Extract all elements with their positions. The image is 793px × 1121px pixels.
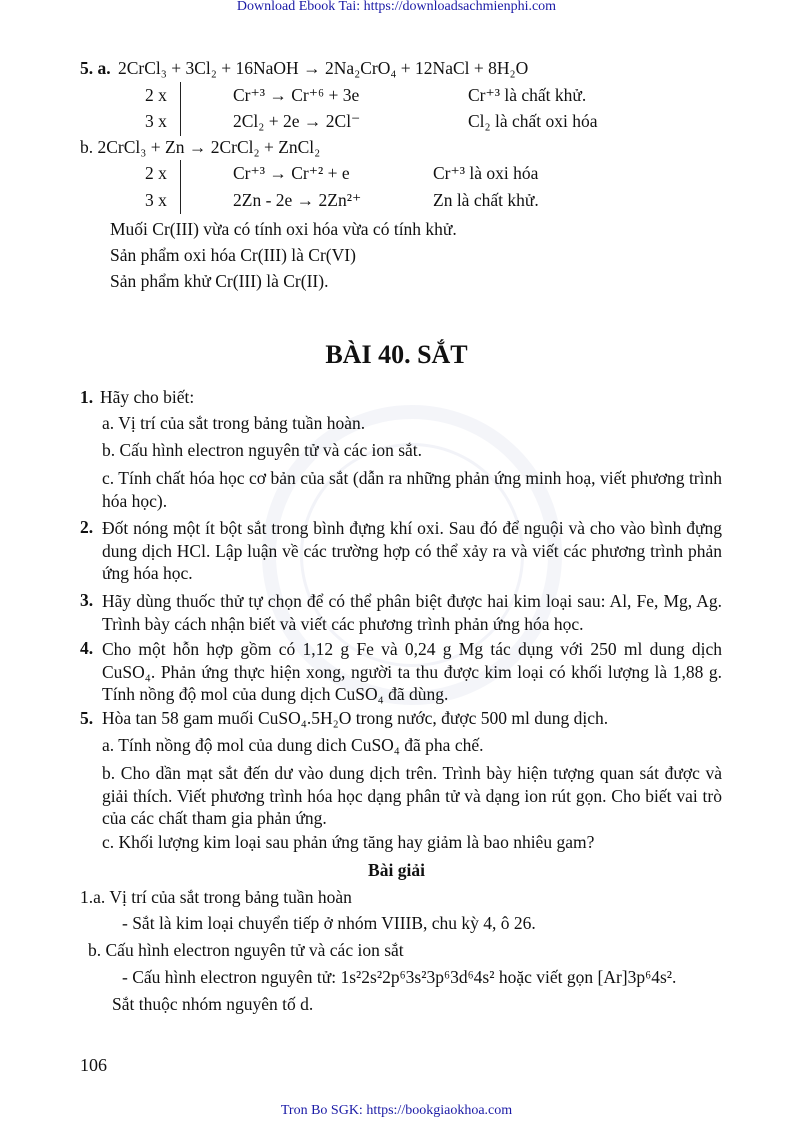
q3-text: Hãy dùng thuốc thử tự chọn để có thể phân biệt được hai kim loại sau: Al, Fe, Mg, Ag. Trình bày cách nhận biết và viết các phương trình phản ứng hóa học.: [102, 591, 722, 634]
q5-a: a. Tính nồng độ mol của dung dich CuSO₄ đã pha chế.: [102, 735, 484, 755]
q2-number: 2.: [80, 517, 94, 537]
solution-1b-detail: - Cấu hình electron nguyên tử: 1s²2s²2p⁶3s²3p⁶3d⁶4s² hoặc viết gọn [Ar]3p⁶4s².: [122, 967, 677, 987]
prev-q5a-role-1: Cr⁺³ là chất khử.: [468, 85, 587, 105]
solution-1b-note: Sắt thuộc nhóm nguyên tố d.: [112, 994, 314, 1014]
prev-q5a-half-1: Cr⁺³ → Cr⁺⁶ + 3e: [233, 85, 360, 105]
q1-c: c. Tính chất hóa học cơ bản của sắt (dẫn ra những phản ứng minh hoạ, viết phương trình hóa học).: [102, 468, 722, 511]
q4-text: Cho một hỗn hợp gồm có 1,12 g Fe và 0,24 g Mg tác dụng với 250 ml dung dịch CuSO₄. Phản ứng thực hiện xong, người ta thu được kim loại có khối lượng là 1,88 g. Tính nồng độ mol của dung dịch CuSO₄ đã dùng.: [102, 639, 722, 704]
prev-q5a-label: 5. a.: [80, 58, 111, 78]
q1-number: 1.: [80, 387, 94, 407]
bracket-bar-a: [180, 82, 181, 136]
prev-q5b-equation: b. 2CrCl₃ + Zn → 2CrCl₂ + ZnCl₂: [80, 137, 321, 157]
q1-a: a. Vị trí của sắt trong bảng tuần hoàn.: [102, 413, 366, 433]
prev-q5b-half-2: 2Zn - 2e → 2Zn²⁺: [233, 190, 362, 210]
prev-q5b-half-1: Cr⁺³ → Cr⁺² + e: [233, 163, 350, 183]
q1-b: b. Cấu hình electron nguyên tử và các ion sắt.: [102, 440, 423, 460]
footer-sgk-link[interactable]: Tron Bo SGK: https://bookgiaokhoa.com: [280, 1103, 513, 1118]
q3-number: 3.: [80, 590, 94, 610]
header-download-link[interactable]: Download Ebook Tai: https://downloadsachmienphi.com: [236, 0, 557, 14]
prev-q5a-equation: 2CrCl₃ + 3Cl₂ + 16NaOH → 2Na₂CrO₄ + 12NaCl + 8H₂O: [118, 58, 529, 78]
q5-b: b. Cho dần mạt sắt đến dư vào dung dịch trên. Trình bày hiện tượng quan sát được và giải thích. Viết phương trình hóa học dạng phân tử và dạng ion rút gọn. Cho biết vai trò của các chất tham gia phản ứng.: [102, 763, 722, 828]
solution-1a: 1.a. Vị trí của sắt trong bảng tuần hoàn: [80, 887, 352, 907]
prev-note-3: Sản phẩm khử Cr(III) là Cr(II).: [110, 271, 329, 291]
prev-q5b-role-1: Cr⁺³ là oxi hóa: [433, 163, 539, 183]
q1-text: Hãy cho biết:: [100, 387, 195, 407]
prev-q5b-role-2: Zn là chất khử.: [433, 190, 539, 210]
bracket-bar-b: [180, 160, 181, 214]
prev-note-1: Muối Cr(III) vừa có tính oxi hóa vừa có tính khử.: [110, 219, 457, 239]
lesson-title: BÀI 40. SẮT: [325, 340, 468, 369]
solution-1a-detail: - Sắt là kim loại chuyển tiếp ở nhóm VIIIB, chu kỳ 4, ô 26.: [122, 913, 536, 933]
prev-q5a-role-2: Cl₂ là chất oxi hóa: [468, 111, 598, 131]
solution-1b: b. Cấu hình electron nguyên tử và các ion sắt: [88, 940, 404, 960]
prev-q5a-mult-2: 3 x: [145, 111, 167, 131]
solution-heading: Bài giải: [368, 860, 425, 880]
prev-note-2: Sản phẩm oxi hóa Cr(III) là Cr(VI): [110, 245, 356, 265]
prev-q5a-mult-1: 2 x: [145, 85, 167, 105]
prev-q5b-mult-1: 2 x: [145, 163, 167, 183]
q4-number: 4.: [80, 638, 94, 658]
q5-text: Hòa tan 58 gam muối CuSO₄.5H₂O trong nước, được 500 ml dung dịch.: [102, 708, 609, 728]
prev-q5b-mult-2: 3 x: [145, 190, 167, 210]
prev-q5a-half-2: 2Cl₂ + 2e → 2Cl⁻: [233, 111, 361, 131]
q5-number: 5.: [80, 708, 94, 728]
q5-c: c. Khối lượng kim loại sau phản ứng tăng hay giảm là bao nhiêu gam?: [102, 832, 595, 852]
q2-text: Đốt nóng một ít bột sắt trong bình đựng khí oxi. Sau đó để nguội và cho vào bình đựng dung dịch HCl. Lập luận về các trường hợp có thể xảy ra và viết các phương trình phản ứng hóa học.: [102, 518, 722, 583]
page-number: 106: [80, 1055, 107, 1075]
